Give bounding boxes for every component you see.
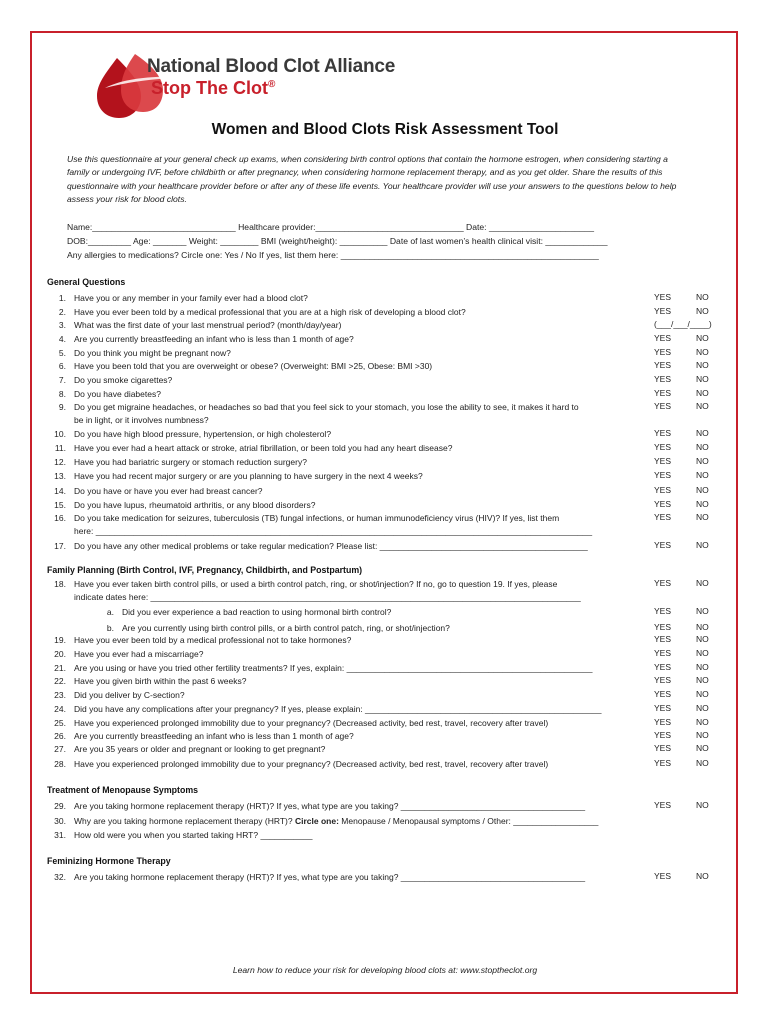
answer-no-option[interactable]: NO <box>696 428 709 438</box>
allergies-line[interactable]: Any allergies to medications? Circle one: Yes / No If yes, list them here: ______________________________________________________ <box>67 250 599 260</box>
answer-no-option[interactable]: NO <box>696 662 709 672</box>
question-text: Do you think you might be pregnant now? <box>74 348 231 358</box>
question-number: 12. <box>54 457 66 467</box>
answer-no-option[interactable]: NO <box>696 333 709 343</box>
question-number: 5. <box>58 348 66 358</box>
answer-no-option[interactable]: NO <box>696 360 709 370</box>
question-number: 9. <box>58 402 66 412</box>
answer-no-option[interactable]: NO <box>696 800 709 810</box>
question-text: Are you using or have you tried other fertility treatments? If yes, explain: ____________________________________________________ <box>74 663 593 673</box>
org-name: National Blood Clot Alliance <box>147 56 396 77</box>
answer-no-option[interactable]: NO <box>696 306 709 316</box>
question-number: 28. <box>54 759 66 769</box>
answer-yes-option[interactable]: YES <box>654 306 672 316</box>
answer-no-option[interactable]: NO <box>696 512 709 522</box>
name-provider-date-line[interactable]: Name:______________________________ Healthcare provider:_______________________________ Date: ______________________ <box>67 222 595 232</box>
question-text: Are you taking hormone replacement therapy (HRT)? If yes, what type are you taking? _______________________________________ <box>74 801 586 811</box>
question-number: 15. <box>54 500 66 510</box>
question-text: Are you currently breastfeeding an infant who is less than 1 month of age? <box>74 731 354 741</box>
question-text: Have you experienced prolonged immobility due to your pregnancy? (Decreased activity, bed rest, travel, recovery after travel) <box>74 759 549 769</box>
page-title: Women and Blood Clots Risk Assessment Tool <box>211 121 559 138</box>
question-text: Do you take medication for seizures, tuberculosis (TB) fungal infections, or human immunodeficiency virus (HIV)? If yes, list them here: _________________________________________________________________________________________________________ <box>74 513 593 536</box>
question-number: 14. <box>54 486 66 496</box>
question-number: 16. <box>54 513 66 523</box>
answer-yes-option[interactable]: YES <box>654 634 672 644</box>
answer-yes-option[interactable]: YES <box>654 347 672 357</box>
answer-yes-option[interactable]: YES <box>654 512 672 522</box>
section-family: Family Planning (Birth Control, IVF, Pregnancy, Childbirth, and Postpartum) <box>47 565 363 575</box>
question-text: Have you been told that you are overweight or obese? (Overweight: BMI >25, Obese: BMI >30) <box>74 361 433 371</box>
answer-no-option[interactable]: NO <box>696 499 709 509</box>
answer-yes-option[interactable]: YES <box>654 730 672 740</box>
section-menopause: Treatment of Menopause Symptoms <box>47 785 199 795</box>
answer-no-option[interactable]: NO <box>696 347 709 357</box>
question-number: 30. <box>54 816 66 826</box>
answer-no-option[interactable]: NO <box>696 606 709 616</box>
answer-yes-option[interactable]: YES <box>654 675 672 685</box>
answer-yes-option[interactable]: YES <box>654 578 672 588</box>
question-text: Are you 35 years or older and pregnant or looking to get pregnant? <box>74 744 326 754</box>
answer-yes-option[interactable]: YES <box>654 871 672 881</box>
answer-yes-option[interactable]: YES <box>654 292 672 302</box>
question-number: 17. <box>54 541 66 551</box>
dob-age-weight-line[interactable]: DOB:_________ Age: _______ Weight: ________ BMI (weight/height): __________ Date of last women’s health clinical visit: _____________ <box>67 236 608 246</box>
question-number: 29. <box>54 801 66 811</box>
answer-yes-option[interactable]: YES <box>654 456 672 466</box>
question-number: 25. <box>54 718 66 728</box>
answer-no-option[interactable]: NO <box>696 689 709 699</box>
section-general: General Questions <box>47 277 126 287</box>
answer-yes-option[interactable]: YES <box>654 470 672 480</box>
answer-no-option[interactable]: NO <box>696 634 709 644</box>
question-number: 24. <box>54 704 66 714</box>
question-number: 22. <box>54 676 66 686</box>
question-text: Have you had bariatric surgery or stomach reduction surgery? <box>74 457 307 467</box>
question-text: What was the first date of your last menstrual period? (month/day/year) <box>74 320 342 330</box>
answer-yes-option[interactable]: YES <box>654 388 672 398</box>
question-text: Do you have diabetes? <box>74 389 161 399</box>
question-text: Have you ever had a heart attack or stroke, atrial fibrillation, or been told you had any heart disease? <box>74 443 453 453</box>
question-text: Are you currently breastfeeding an infant who is less than 1 month of age? <box>74 334 354 344</box>
answer-no-option[interactable]: NO <box>696 442 709 452</box>
question-number: 32. <box>54 872 66 882</box>
answer-yes-option[interactable]: YES <box>654 800 672 810</box>
answer-yes-option[interactable]: YES <box>654 540 672 550</box>
answer-yes-option[interactable]: YES <box>654 743 672 753</box>
question-number: a. <box>106 607 114 617</box>
question-text: Do you have or have you ever had breast cancer? <box>74 486 263 496</box>
question-text: Have you ever been told by a medical professional not to take hormones? <box>74 635 352 645</box>
answer-date-field[interactable]: (___/___/____) <box>654 319 712 329</box>
answer-yes-option[interactable]: YES <box>654 485 672 495</box>
answer-yes-option[interactable]: YES <box>654 606 672 616</box>
question-number: 26. <box>54 731 66 741</box>
answer-yes-option[interactable]: YES <box>654 374 672 384</box>
answer-yes-option[interactable]: YES <box>654 758 672 768</box>
question-text: Do you get migraine headaches, or headaches so bad that you feel sick to your stomach, you lose the ability to see, it makes it hard to be in light, or it involves numbness? <box>74 402 579 425</box>
question-text: Have you ever taken birth control pills, or used a birth control patch, ring, or shot/injection? If no, go to question 19. If yes, please indicate dates here: ___________________________________________________________________________________________ <box>74 579 581 602</box>
question-text: How old were you when you started taking HRT? ___________ <box>74 830 313 840</box>
answer-no-option[interactable]: NO <box>696 717 709 727</box>
answer-yes-option[interactable]: YES <box>654 333 672 343</box>
answer-no-option[interactable]: NO <box>696 540 709 550</box>
question-number: 4. <box>58 334 66 344</box>
answer-no-option[interactable]: NO <box>696 401 709 411</box>
answer-yes-option[interactable]: YES <box>654 689 672 699</box>
question-number: 1. <box>58 293 66 303</box>
answer-no-option[interactable]: NO <box>696 622 709 632</box>
question-number: 21. <box>54 663 66 673</box>
question-number: 23. <box>54 690 66 700</box>
question-text: Why are you taking hormone replacement therapy (HRT)? Circle one: Menopause / Menopausal symptoms / Other: __________________ <box>74 816 599 826</box>
question-number: 20. <box>54 649 66 659</box>
question-text: Have you experienced prolonged immobility due to your pregnancy? (Decreased activity, bed rest, travel, recovery after travel) <box>74 718 549 728</box>
question-text: Did you ever experience a bad reaction to using hormonal birth control? <box>122 607 392 617</box>
answer-yes-option[interactable]: YES <box>654 428 672 438</box>
question-number: 6. <box>58 361 66 371</box>
question-number: 10. <box>54 429 66 439</box>
question-text: Are you taking hormone replacement therapy (HRT)? If yes, what type are you taking? _______________________________________ <box>74 872 586 882</box>
question-number: 2. <box>58 307 66 317</box>
question-number: 19. <box>54 635 66 645</box>
answer-no-option[interactable]: NO <box>696 578 709 588</box>
question-number: 7. <box>58 375 66 385</box>
intro-text: Use this questionnaire at your general check up exams, when considering birth control options that contain the hormone estrogen, when considering starting a family or undergoing IVF, before childbirth or after pregnancy, when considering hormone replacement therapy, and as you get older. Share the results of this questionnaire with your healthcare provider before or after any of these life events. Your healthcare provider will use your answers to the questions below to help assess your risk for blood clots. <box>67 154 677 204</box>
question-text: Are you currently using birth control pills, or a birth control patch, ring, or shot/injection? <box>122 623 450 633</box>
question-number: 11. <box>54 443 66 453</box>
question-number: 8. <box>58 389 66 399</box>
answer-no-option[interactable]: NO <box>696 470 709 480</box>
question-text: Have you ever been told by a medical professional that you are at a high risk of developing a blood clot? <box>74 307 466 317</box>
answer-no-option[interactable]: NO <box>696 648 709 658</box>
question-text: Did you deliver by C-section? <box>74 690 185 700</box>
question-number: 13. <box>54 471 66 481</box>
question-text: Do you have high blood pressure, hypertension, or high cholesterol? <box>74 429 332 439</box>
answer-no-option[interactable]: NO <box>696 703 709 713</box>
answer-no-option[interactable]: NO <box>696 456 709 466</box>
question-text: Have you or any member in your family ever had a blood clot? <box>74 293 308 303</box>
question-number: 27. <box>54 744 66 754</box>
footer-note: Learn how to reduce your risk for developing blood clots at: www.stoptheclot.org <box>232 965 538 975</box>
question-number: 31. <box>54 830 66 840</box>
answer-yes-option[interactable]: YES <box>654 360 672 370</box>
question-text: Do you have lupus, rheumatoid arthritis, or any blood disorders? <box>74 500 316 510</box>
answer-no-option[interactable]: NO <box>696 730 709 740</box>
answer-yes-option[interactable]: YES <box>654 648 672 658</box>
question-text: Do you smoke cigarettes? <box>74 375 173 385</box>
question-number: b. <box>106 623 114 633</box>
answer-no-option[interactable]: NO <box>696 758 709 768</box>
question-text: Have you had recent major surgery or are you planning to have surgery in the next 4 weeks? <box>74 471 423 481</box>
answer-yes-option[interactable]: YES <box>654 499 672 509</box>
question-number: 18. <box>54 579 66 589</box>
answer-yes-option[interactable]: YES <box>654 401 672 411</box>
answer-no-option[interactable]: NO <box>696 374 709 384</box>
section-feminizing: Feminizing Hormone Therapy <box>47 856 171 866</box>
answer-yes-option[interactable]: YES <box>654 662 672 672</box>
answer-no-option[interactable]: NO <box>696 743 709 753</box>
question-text: Do you have any other medical problems or take regular medication? Please list: ____________________________________________ <box>74 541 588 551</box>
answer-yes-option[interactable]: YES <box>654 703 672 713</box>
answer-no-option[interactable]: NO <box>696 871 709 881</box>
question-text: Did you have any complications after your pregnancy? If yes, please explain: __________________________________________________ <box>74 704 602 714</box>
answer-no-option[interactable]: NO <box>696 292 709 302</box>
question-number: 3. <box>58 320 66 330</box>
answer-no-option[interactable]: NO <box>696 675 709 685</box>
answer-yes-option[interactable]: YES <box>654 717 672 727</box>
answer-no-option[interactable]: NO <box>696 485 709 495</box>
answer-no-option[interactable]: NO <box>696 388 709 398</box>
answer-yes-option[interactable]: YES <box>654 442 672 452</box>
answer-yes-option[interactable]: YES <box>654 622 672 632</box>
tagline: Stop The Clot® <box>151 78 276 98</box>
question-text: Have you given birth within the past 6 weeks? <box>74 676 247 686</box>
question-text: Have you ever had a miscarriage? <box>74 649 204 659</box>
